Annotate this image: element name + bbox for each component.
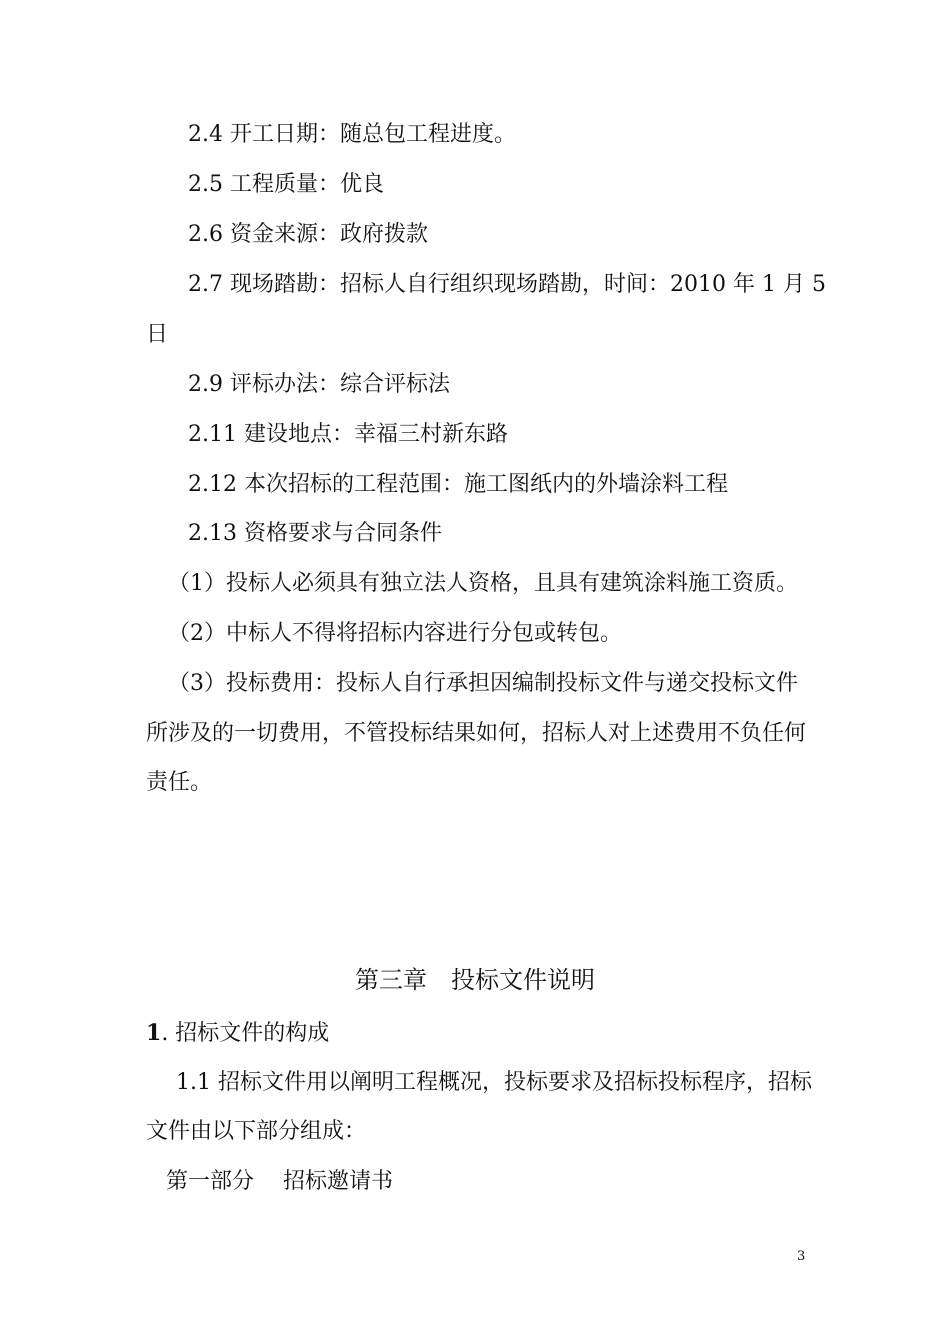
page-number: 3 bbox=[797, 1249, 806, 1264]
item-2-11: 2.11 建设地点：幸福三村新东路 bbox=[188, 422, 508, 447]
requirement-3: （3）投标费用：投标人自行承担因编制投标文件与递交投标文件 bbox=[168, 671, 798, 696]
item-2-7-cont: 日 bbox=[146, 322, 169, 347]
section-title: . 招标文件的构成 bbox=[161, 1021, 330, 1046]
item-2-13: 2.13 资格要求与合同条件 bbox=[188, 521, 442, 546]
item-2-5: 2.5 工程质量：优良 bbox=[188, 172, 384, 197]
item-1-1-cont: 文件由以下部分组成： bbox=[146, 1119, 367, 1144]
item-2-9: 2.9 评标办法：综合评标法 bbox=[188, 372, 450, 397]
item-2-12: 2.12 本次招标的工程范围：施工图纸内的外墙涂料工程 bbox=[188, 472, 728, 497]
item-2-4: 2.4 开工日期：随总包工程进度。 bbox=[188, 122, 516, 147]
requirement-3-cont1: 所涉及的一切费用，不管投标结果如何，招标人对上述费用不负任何 bbox=[146, 721, 807, 746]
requirement-3-cont2: 责任。 bbox=[146, 770, 213, 795]
item-1-1: 1.1 招标文件用以阐明工程概况，投标要求及招标投标程序，招标 bbox=[176, 1070, 812, 1095]
section-1-heading bbox=[0, 1018, 950, 1049]
item-2-7: 2.7 现场踏勘：招标人自行组织现场踏勘，时间：2010 年 1 月 5 bbox=[188, 272, 826, 297]
item-2-6: 2.6 资金来源：政府拨款 bbox=[188, 222, 428, 247]
part-one: 第一部分 招标邀请书 bbox=[166, 1169, 393, 1194]
chapter-title: 第三章 投标文件说明 bbox=[355, 966, 595, 994]
requirement-1: （1）投标人必须具有独立法人资格，且具有建筑涂料施工资质。 bbox=[168, 571, 798, 596]
section-number: 1 bbox=[146, 1020, 162, 1046]
requirement-2: （2）中标人不得将招标内容进行分包或转包。 bbox=[168, 621, 622, 646]
